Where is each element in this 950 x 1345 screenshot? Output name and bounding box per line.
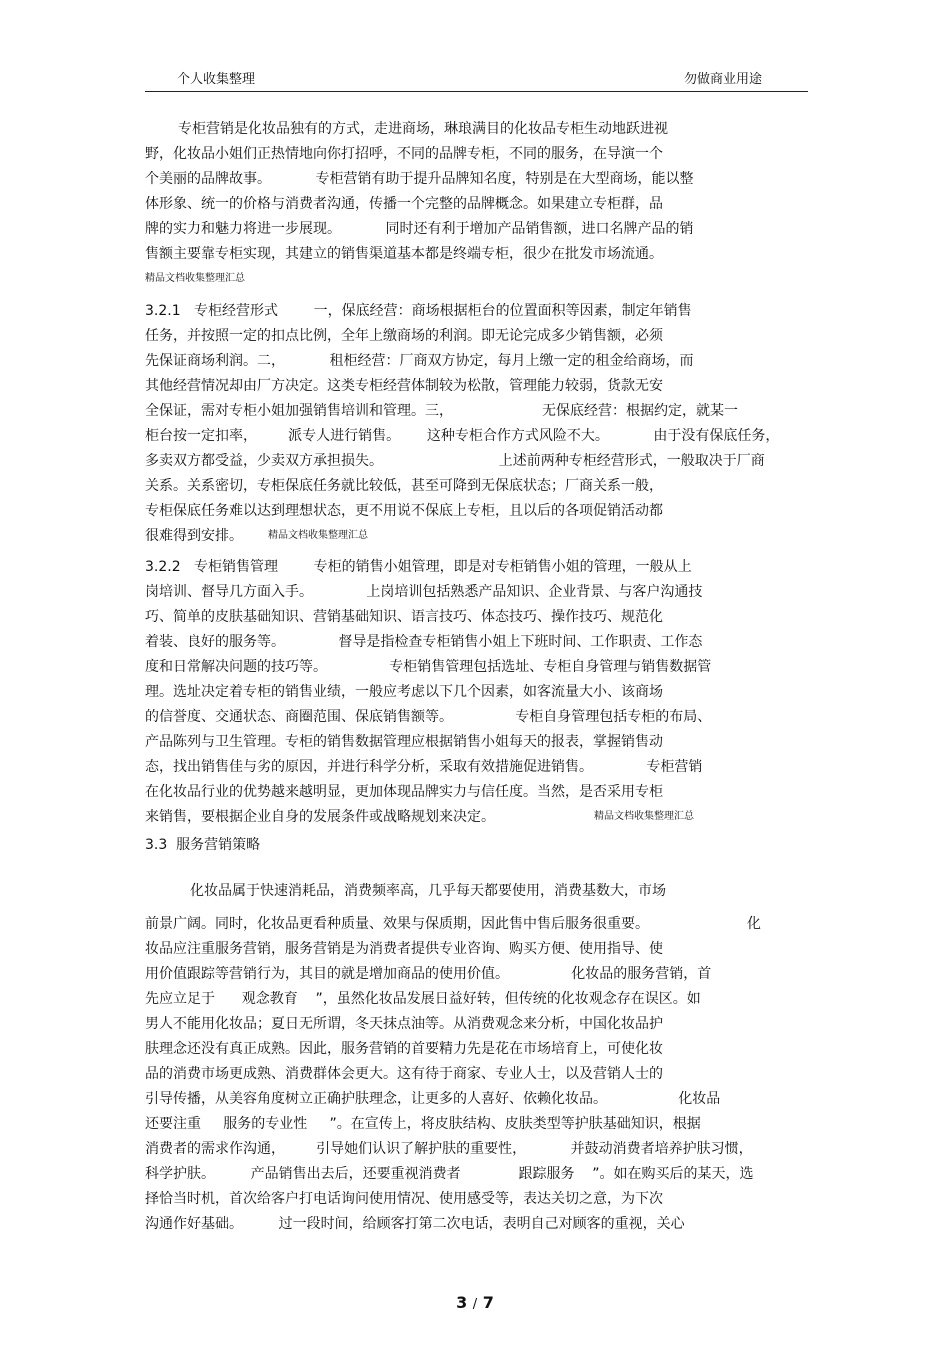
body-line [145, 327, 663, 345]
line-text: 柜台按一定扣率， 派专人进行销售。 这种专柜合作方式风险不大。 由于没有保底任务， [145, 428, 780, 444]
line-text: 个美丽的品牌故事。 专柜营销有助于提升品牌知名度，特别是在大型商场，能以整 [145, 171, 694, 187]
line-text: 全保证，需对专柜小姐加强销售培训和管理。三， 无保底经营：根据约定，就某一 [145, 403, 739, 419]
line-text: 专柜营销是化妆品独有的方式，走进商场，琳琅满目的化妆品专柜生动地跃进视 [178, 121, 668, 137]
body-line [145, 683, 663, 701]
line-text: 精品文档收集整理汇总 [145, 273, 245, 284]
line-text: 还要注重 服务的专业性 ”。在宣传上，将皮肤结构、皮肤类型等护肤基础知识，根据 [145, 1116, 701, 1132]
total-pages: 7 [482, 1293, 494, 1312]
body-line [145, 783, 663, 801]
body-line [145, 940, 663, 958]
line-text: 男人不能用化妆品；夏日无所谓，冬天抹点油等。从消费观念来分析，中国化妆品护 [145, 1016, 663, 1032]
body-line [145, 1165, 754, 1183]
line-text: 体形象、统一的价格与消费者沟通，传播一个完整的品牌概念。如果建立专柜群，品 [145, 196, 663, 212]
line-text: 其他经营情况却由厂方决定。这类专柜经营体制较为松散，管理能力较弱，货款无安 [145, 378, 663, 394]
body-line [190, 882, 666, 900]
body-line [145, 477, 663, 495]
line-text: 3.2.1 专柜经营形式 一，保底经营：商场根据柜台的位置面积等因素，制定年销售 [145, 303, 692, 319]
body-line [178, 120, 668, 138]
line-text: 化妆品属于快速消耗品，消费频率高，几乎每天都要使用，消费基数大，市场 [190, 883, 666, 899]
line-text: 3.2.2 专柜销售管理 专柜的销售小姐管理，即是对专柜销售小姐的管理，一般从上 [145, 559, 692, 575]
body-line [145, 502, 663, 520]
line-text: 沟通作好基础。 过一段时间，给顾客打第二次电话，表明自己对顾客的重视，关心 [145, 1216, 685, 1232]
line-text: 岗培训、督导几方面入手。 上岗培训包括熟悉产品知识、企业背景、与客户沟通技 [145, 584, 703, 600]
current-page: 3 [456, 1293, 468, 1312]
body-line [145, 583, 702, 601]
line-text: 理。选址决定着专柜的销售业绩，一般应考虑以下几个因素，如客流量大小、该商场 [145, 684, 663, 700]
body-line [145, 808, 495, 826]
line-text: 消费者的需求作沟通， 引导她们认识了解护肤的重要性， 并鼓动消费者培养护肤习惯， [145, 1141, 753, 1157]
line-text: 很难得到安排。 [145, 528, 257, 544]
body-line [145, 708, 711, 726]
line-text: 择恰当时机，首次给客户打电话询问使用情况、使用感受等，表达关切之意，为下次 [145, 1191, 663, 1207]
header-left-text: 个人收集整理 [177, 72, 256, 87]
line-text: 巧、简单的皮肤基础知识、营销基础知识、语言技巧、体态技巧、操作技巧、规范化 [145, 609, 663, 625]
body-line [145, 633, 702, 651]
watermark-note [594, 808, 694, 826]
body-line [145, 915, 761, 933]
line-text: 精品文档收集整理汇总 [594, 811, 694, 822]
watermark-note [145, 270, 245, 288]
line-text: 先应立足于 观念教育 ”，虽然化妆品发展日益好转，但传统的化妆观念存在误区。如 [145, 991, 701, 1007]
body-line [145, 377, 663, 395]
body-line [145, 1040, 663, 1058]
line-text: 任务，并按照一定的扣点比例，全年上缴商场的利润。即无论完成多少销售额，必须 [145, 328, 663, 344]
line-text: 着装、良好的服务等。 督导是指检查专柜销售小姐上下班时间、工作职责、工作态 [145, 634, 703, 650]
body-line [145, 452, 765, 470]
line-text: 态，找出销售佳与劣的原因，并进行科学分析，采取有效措施促进销售。 专柜营销 [145, 759, 703, 775]
page-header [0, 0, 950, 96]
body-line [145, 658, 711, 676]
line-text: 3.3 服务营销策略 [145, 837, 261, 853]
line-text: 来销售，要根据企业自身的发展条件或战略规划来决定。 [145, 809, 495, 825]
body-line [145, 145, 663, 163]
body-line [145, 1140, 753, 1158]
line-text: 用价值跟踪等营销行为，其目的就是增加商品的使用价值。 化妆品的服务营销，首 [145, 966, 712, 982]
body-line [145, 170, 694, 188]
body-line [145, 1090, 720, 1108]
line-text: 的信誉度、交通状态、商圈范围、保底销售额等。 专柜自身管理包括专柜的布局、 [145, 709, 712, 725]
body-line [145, 733, 663, 751]
line-text: 专柜保底任务难以达到理想状态，更不用说不保底上专柜，且以后的各项促销活动都 [145, 503, 663, 519]
body-line [145, 302, 692, 320]
line-text: 产品陈列与卫生管理。专柜的销售数据管理应根据销售小姐每天的报表，掌握销售动 [145, 734, 663, 750]
page-number [0, 1293, 950, 1312]
body-line [145, 402, 738, 420]
body-line [145, 245, 663, 263]
body-line [145, 758, 702, 776]
body-line [145, 990, 701, 1008]
line-text: 精品文档收集整理汇总 [268, 530, 368, 541]
header-divider [145, 91, 808, 92]
body-line [145, 836, 260, 854]
body-line [145, 195, 663, 213]
line-text: 度和日常解决问题的技巧等。 专柜销售管理包括选址、专柜自身管理与销售数据管 [145, 659, 712, 675]
body-line [145, 608, 663, 626]
line-text: 引导传播，从美容角度树立正确护肤理念，让更多的人喜好、依赖化妆品。 化妆品 [145, 1091, 721, 1107]
body-line [145, 352, 694, 370]
line-text: 牌的实力和魅力将进一步展现。 同时还有利于增加产品销售额，进口名牌产品的销 [145, 221, 694, 237]
body-line [145, 1115, 701, 1133]
line-text: 肤理念还没有真正成熟。因此，服务营销的首要精力先是花在市场培育上，可使化妆 [145, 1041, 663, 1057]
line-text: 前景广阔。同时，化妆品更看种质量、效果与保质期，因此售中售后服务很重要。 化 [145, 916, 761, 932]
body-line [145, 965, 711, 983]
page-separator: / [472, 1297, 478, 1312]
line-text: 关系。关系密切，专柜保底任务就比较低，甚至可降到无保底状态；厂商关系一般， [145, 478, 663, 494]
line-text: 科学护肤。 产品销售出去后，还要重视消费者 跟踪服务 ”。如在购买后的某天，选 [145, 1166, 754, 1182]
line-text: 妆品应注重服务营销，服务营销是为消费者提供专业咨询、购买方便、使用指导、使 [145, 941, 663, 957]
line-text: 野，化妆品小姐们正热情地向你打招呼，不同的品牌专柜，不同的服务，在导演一个 [145, 146, 663, 162]
line-text: 售额主要靠专柜实现，其建立的销售渠道基本都是终端专柜，很少在批发市场流通。 [145, 246, 663, 262]
body-line [145, 1065, 663, 1083]
header-right-text: 勿做商业用途 [684, 72, 763, 87]
body-line [145, 427, 779, 445]
body-line [145, 558, 692, 576]
body-line [145, 1190, 663, 1208]
line-text: 先保证商场利润。二， 租柜经营：厂商双方协定，每月上缴一定的租金给商场，而 [145, 353, 694, 369]
watermark-note [268, 527, 368, 545]
body-line [145, 220, 694, 238]
body-line [145, 1015, 663, 1033]
body-line [145, 1215, 685, 1233]
line-text: 在化妆品行业的优势越来越明显，更加体现品牌实力与信任度。当然，是否采用专柜 [145, 784, 663, 800]
line-text: 品的消费市场更成熟、消费群体会更大。这有待于商家、专业人士，以及营销人士的 [145, 1066, 663, 1082]
line-text: 多卖双方都受益，少卖双方承担损失。 上述前两种专柜经营形式，一般取决于厂商 [145, 453, 765, 469]
body-line [145, 527, 256, 545]
